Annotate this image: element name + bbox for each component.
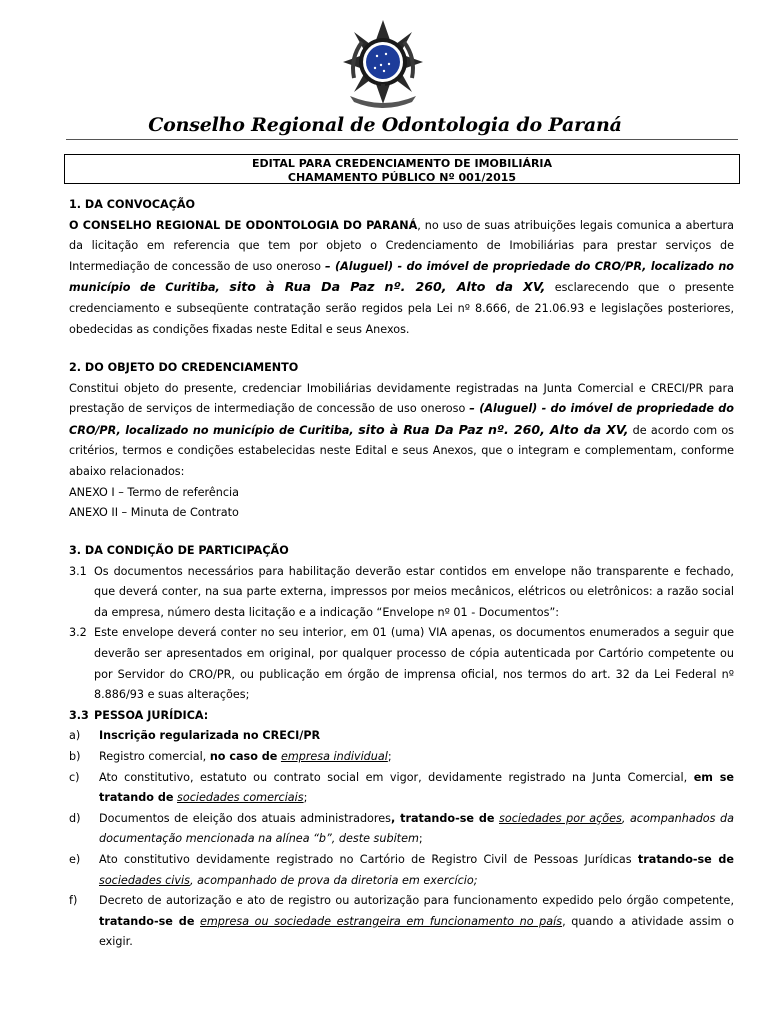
item-b-text-2: no caso de	[209, 749, 278, 763]
item-f-text-3: empresa ou sociedade estrangeira em funcionamento no país	[200, 914, 563, 928]
section-1	[69, 195, 734, 340]
item-f	[69, 891, 734, 953]
item-e-text-2: tratando-se de	[637, 852, 734, 866]
item-c-text-1: Ato constitutivo, estatuto ou contrato social em vigor, devidamente registrado na Junta Comercial,	[99, 770, 694, 784]
item-d	[69, 809, 734, 850]
item-d-label: d)	[69, 811, 81, 825]
section-1-paragraph	[69, 216, 734, 341]
item-d-text-2: , tratando-se de	[390, 811, 495, 825]
item-3-3-label: 3.3	[69, 708, 89, 722]
item-f-text-4: , quando a atividade assim o exigir.	[99, 914, 734, 949]
section-2-address: sito à Rua Da Paz nº. 260, Alto da XV,	[358, 421, 629, 437]
item-e-label: e)	[69, 852, 81, 866]
item-d-text-4: , acompanhados da documentação mencionada na alínea “b”, deste subitem	[99, 811, 734, 846]
item-d-text-3: sociedades por ações	[499, 811, 622, 825]
section-2-text-b: – (Aluguel) - do imóvel de propriedade do CRO/PR, localizado no município de Curitiba,	[69, 402, 734, 437]
edital-title: EDITAL PARA CREDENCIAMENTO DE IMOBILIÁRIA	[251, 157, 553, 170]
section-1-org-name: O CONSELHO REGIONAL DE ODONTOLOGIA DO PARANÁ	[69, 218, 418, 232]
item-e-text-3: sociedades civis	[99, 873, 190, 887]
section-2	[69, 358, 734, 524]
item-a-text: Inscrição regularizada no CRECI/PR	[99, 729, 321, 743]
item-3-1-label: 3.1	[69, 564, 87, 578]
section-2-paragraph	[69, 379, 734, 483]
section-3	[69, 541, 734, 953]
item-c-text-2: em se tratando de	[99, 770, 734, 805]
organization-title: Conselho Regional de Odontologia do Paraná	[148, 114, 622, 136]
section-1-heading: 1. DA CONVOCAÇÃO	[69, 198, 196, 211]
item-b-text-4: ;	[387, 749, 392, 763]
item-b-label: b)	[69, 749, 81, 763]
item-c-text-4: ;	[303, 791, 308, 805]
item-d-text-5: ;	[418, 832, 423, 846]
item-3-1	[69, 562, 734, 624]
item-a-label: a)	[69, 729, 81, 743]
item-3-2	[69, 623, 734, 705]
item-c-label: c)	[69, 770, 80, 784]
section-1-text-a: , no uso de suas atribuições legais comunica a abertura da licitação em referencia que tem por objeto o Credenciamento de Imobiliárias para prestar serviços de Intermediação de concessão de uso oneroso	[69, 218, 735, 273]
item-e	[69, 850, 734, 891]
item-b-text-3: empresa individual	[280, 749, 388, 763]
item-3-3-text: PESSOA JURÍDICA:	[94, 708, 209, 722]
item-e-text-1: Ato constitutivo devidamente registrado no Cartório de Registro Civil de Pessoas Jurídicas	[99, 852, 638, 866]
title-divider	[66, 139, 738, 140]
item-d-text-1: Documentos de eleição dos atuais administradores	[99, 811, 391, 825]
item-a	[69, 726, 734, 747]
item-f-text-1: Decreto de autorização e ato de registro ou autorização para funcionamento expedido pelo órgão competente,	[99, 894, 734, 908]
section-1-address: sito à Rua Da Paz nº. 260, Alto da XV,	[229, 279, 546, 295]
item-f-text-2: tratando-se de	[99, 914, 195, 928]
section-2-heading: 2. DO OBJETO DO CREDENCIAMENTO	[69, 361, 299, 374]
item-f-label: f)	[69, 894, 78, 908]
section-1-text-c: esclarecendo que o presente credenciamento e subseqüente contratação serão regidos pela Lei nº 8.666, de 21.06.93 e legislações posteriores, obedecidas as condições fixadas neste Edital e seus Anexos.	[69, 281, 735, 336]
item-b	[69, 747, 734, 768]
item-3-3	[69, 706, 734, 727]
section-2-text-a: Constitui objeto do presente, credenciar Imobiliárias devidamente registradas na Junta Comercial e CRECI/PR para prestação de serviços de intermediação de concessão de uso oneroso	[69, 381, 734, 416]
section-1-text-b: – (Aluguel) - do imóvel de propriedade do CRO/PR, localizado no município de Curitiba,	[69, 259, 734, 295]
item-e-text-4: , acompanhado de prova da diretoria em exercício;	[189, 873, 478, 887]
section-3-heading: 3. DA CONDIÇÃO DE PARTICIPAÇÃO	[69, 544, 289, 557]
edital-title-box	[64, 154, 740, 184]
brazil-coat-of-arms-icon	[340, 18, 426, 110]
edital-number: CHAMAMENTO PÚBLICO Nº 001/2015	[287, 171, 517, 184]
item-3-1-text: Os documentos necessários para habilitação deverão estar contidos em envelope não transparente e fechado, que deverá conter, na sua parte externa, impressos por meios mecânicos, elétricos ou eletrônicos: a razão social da empresa, número desta licitação e a indicação “Envelope nº 01 - Documentos”:	[94, 564, 734, 619]
item-c-text-3: sociedades comerciais	[177, 791, 304, 805]
item-b-text-1: Registro comercial,	[99, 749, 210, 763]
annex-1: ANEXO I – Termo de referência	[69, 485, 239, 499]
item-3-2-label: 3.2	[69, 626, 87, 640]
item-3-2-text: Este envelope deverá conter no seu interior, em 01 (uma) VIA apenas, os documentos enumerados a seguir que deverão ser apresentados em original, por qualquer processo de cópia autenticada por Cartório competente ou por Servidor do CRO/PR, ou publicação em órgão de imprensa oficial, nos termos do art. 32 da Lei Federal nº 8.886/93 e suas alterações;	[94, 626, 734, 702]
annex-2: ANEXO II – Minuta de Contrato	[69, 506, 239, 520]
item-c	[69, 768, 734, 809]
section-2-text-c: de acordo com os critérios, termos e condições estabelecidas neste Edital e seus Anexos, que o integram e complementam, conforme abaixo relacionados:	[69, 423, 735, 478]
